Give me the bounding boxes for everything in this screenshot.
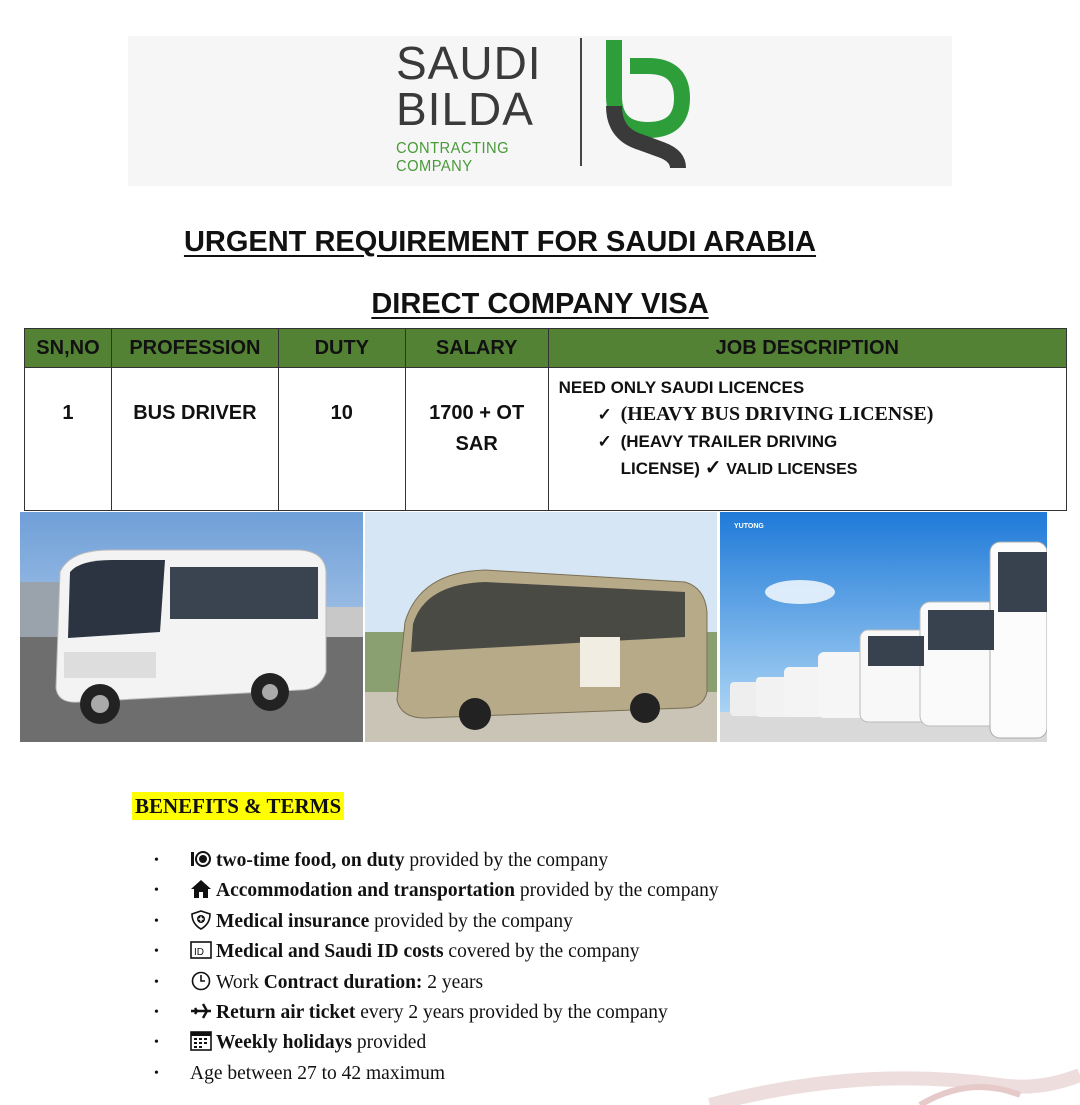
job-table	[24, 328, 1067, 511]
page-subtitle: DIRECT COMPANY VISA	[371, 288, 709, 320]
checkmark-icon: ✓	[597, 432, 612, 451]
cell-job-description	[548, 368, 1066, 511]
logo-line-saudi: SAUDI	[396, 37, 542, 89]
list-item: • Medical insurance provided by the company	[154, 910, 573, 932]
svg-text:ID: ID	[194, 947, 204, 959]
list-item: • Accommodation and transportation provided by the company	[154, 880, 719, 902]
salary-line-2: SAR	[455, 433, 498, 455]
id-card-icon	[190, 940, 212, 960]
clock-icon	[190, 971, 212, 991]
col-job-description: JOB DESCRIPTION	[548, 329, 1066, 368]
home-icon	[190, 879, 212, 899]
calendar-icon	[190, 1031, 212, 1051]
food-icon	[190, 849, 212, 869]
desc-intro: NEED ONLY SAUDI LICENCES	[558, 378, 805, 397]
page-title: URGENT REQUIREMENT FOR SAUDI ARABIA	[183, 226, 817, 258]
logo-divider	[580, 38, 582, 166]
cell-profession	[111, 368, 278, 511]
logo-subtitle: CONTRACTING COMPANY	[396, 140, 510, 175]
medical-shield-icon	[190, 910, 212, 930]
table-row	[25, 368, 1067, 511]
logo-line-bilda: BILDA	[396, 83, 534, 135]
desc-item-trailer-license-a: (HEAVY TRAILER DRIVING	[620, 432, 838, 451]
yutong-brand-label: YUTONG	[734, 523, 764, 530]
benefits-heading: BENEFITS & TERMS	[132, 792, 344, 820]
list-item: • Age between 27 to 42 maximum	[154, 1062, 446, 1084]
company-logo-text	[396, 37, 576, 176]
list-item: • Weekly holidays provided	[154, 1032, 427, 1054]
decorative-swoosh	[700, 1055, 1080, 1105]
col-sn: SN,NO	[25, 329, 112, 368]
cell-sn	[25, 368, 112, 511]
checkmark-icon: ✓	[597, 405, 612, 424]
table-header-row	[25, 329, 1067, 368]
list-item: • Return air ticket every 2 years provided by the company	[154, 1001, 668, 1023]
col-salary: SALARY	[405, 329, 548, 368]
list-item: • two-time food, on duty provided by the company	[154, 850, 609, 871]
cell-duty	[278, 368, 405, 511]
coach-bus-photo	[365, 512, 717, 742]
cell-salary	[405, 368, 548, 511]
duty-value: 10	[330, 402, 353, 424]
desc-item-valid-licenses: VALID LICENSES	[726, 461, 858, 478]
desc-item-bus-license: (HEAVY BUS DRIVING LICENSE)	[620, 403, 934, 425]
salary-line-1: 1700 + OT	[429, 402, 525, 424]
list-item: • Work Contract duration: 2 years	[154, 971, 484, 993]
list-item: • ID Medical and Saudi ID costs covered by the company	[154, 941, 640, 963]
sn-value: 1	[62, 402, 74, 424]
minibus-photo	[20, 512, 363, 742]
benefits-list	[150, 846, 719, 1089]
col-profession: PROFESSION	[111, 329, 278, 368]
company-logo-mark-icon	[600, 34, 700, 174]
airplane-icon	[190, 1001, 212, 1021]
col-duty: DUTY	[278, 329, 405, 368]
desc-item-trailer-license-b: LICENSE)	[620, 459, 700, 478]
yutong-buses-photo	[720, 512, 1047, 742]
profession-value: BUS DRIVER	[133, 402, 257, 424]
checkmark-icon: ✓	[704, 457, 722, 479]
